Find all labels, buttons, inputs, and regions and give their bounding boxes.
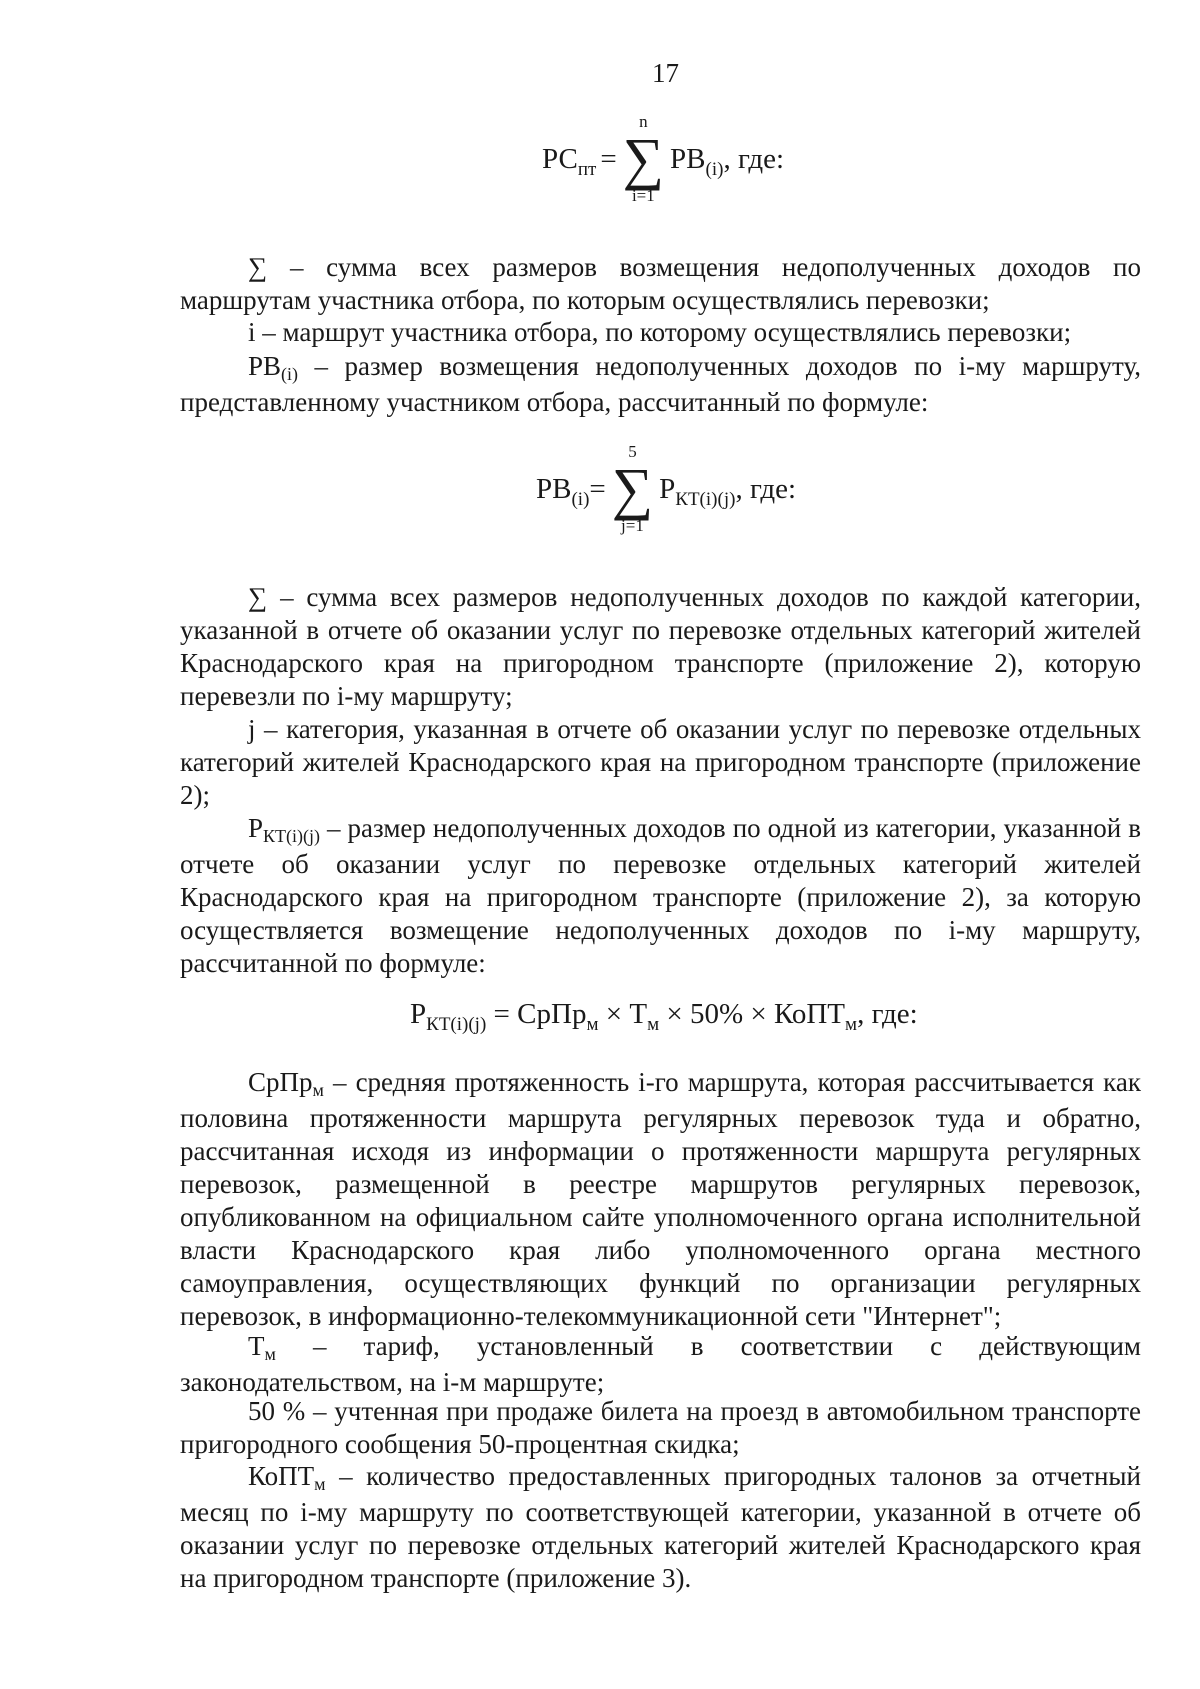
sigma-icon: ∑ <box>622 126 665 191</box>
formula-tail: , где: <box>857 998 918 1030</box>
paragraph-sum-definition: ∑ – сумма всех размеров возмещения недополученных доходов по маршрутам участника отбора, по которым осуществлялись перевозки; <box>180 252 1141 315</box>
formula-lhs: $РС_{пт}$ <box>542 142 597 180</box>
page-number: 17 <box>652 58 679 88</box>
paragraph-tariff-definition: Тм – тариф, установленный в соответствии с действующим законодательством, на i-м маршруте; <box>180 1331 1141 1397</box>
sum-upper-limit: n <box>639 112 648 131</box>
paragraph-label: ∑ <box>248 252 268 282</box>
paragraph-srpr-definition: СрПрм – средняя протяженность i-го маршрута, которая рассчитывается как половина протяженности маршрута регулярных перевозок туда и обратно, рассчитанная исходя из информации о протяженности маршрута регулярных перевозок, размещенной в реестре маршрутов регулярных перевозок, опубликованном на официальном сайте уполномоченного органа исполнительной власти Краснодарского края либо уполномоченного органа местного самоуправления, осуществляющих функций по организации регулярных перевозок, в информационно-телекоммуникационной сети "Интернет"; <box>180 1067 1141 1331</box>
formula-term-srpr: СрПр$_м$ <box>517 998 599 1035</box>
summation <box>623 113 664 205</box>
paragraph-label: СрПрм <box>248 1067 324 1100</box>
sum-lower-limit: j=1 <box>621 516 644 535</box>
paragraph-discount-definition: 50 % – учтенная при продаже билета на проезд в автомобильном транспорте пригородного сообщения 50-процентная скидка; <box>180 1396 1141 1459</box>
sigma-icon: ∑ <box>611 456 654 521</box>
paragraph-sum-categories: ∑ – сумма всех размеров недополученных доходов по каждой категории, указанной в отчете об оказании услуг по перевозке отдельных категорий жителей Краснодарского края на пригородном транспорте (приложение 2), которую перевезли по i-му маршруту; <box>180 582 1141 711</box>
formula-term-kopt: КоПТ$_м$ <box>773 998 858 1035</box>
paragraph-label: ∑ <box>248 582 268 612</box>
paragraph-label: КоПТм <box>248 1461 326 1494</box>
formula-pkt <box>410 998 918 1035</box>
paragraph-label: Тм <box>248 1331 276 1364</box>
paragraph-i-definition: i – маршрут участника отбора, по которому осуществлялись перевозки; <box>248 317 1072 347</box>
paragraph-label: РВ(i) <box>248 351 299 384</box>
formula-lhs: $РВ_{(i)}$ <box>536 472 590 510</box>
formula-rs-pt <box>542 113 784 205</box>
sum-upper-limit: 5 <box>628 442 637 461</box>
summation <box>612 443 653 535</box>
paragraph-j-definition: j – категория, указанная в отчете об оказании услуг по перевозке отдельных категорий жителей Краснодарского края на пригородном транспорте (приложение 2); <box>180 714 1141 810</box>
paragraph-pkt-definition: РКТ(i)(j) – размер недополученных доходов по одной из категории, указанной в отчете об оказании услуг по перевозке отдельных категорий жителей Краснодарского края на пригородном транспорте (приложение 2), за которую осуществляется возмещение недополученных доходов по i-му маршруту, рассчитанной по формуле: <box>180 813 1141 978</box>
paragraph-kopt-definition: КоПТм – количество предоставленных пригородных талонов за отчетный месяц по i-му маршруту по соответствующей категории, указанной в отчете об оказании услуг по перевозке отдельных категорий жителей Краснодарского края на пригородном транспорте (приложение 3). <box>180 1461 1141 1593</box>
paragraph-rv-definition: РВ(i) – размер возмещения недополученных доходов по i-му маршруту, представленному участником отбора, рассчитанный по формуле: <box>180 351 1141 417</box>
formula-multiply-discount: × 50% × <box>659 998 774 1030</box>
formula-term-t: $Т_м$ <box>629 998 660 1035</box>
formula-tail: , где: <box>735 472 797 505</box>
formula-rv-i <box>536 443 796 535</box>
formula-equals: = <box>600 142 617 175</box>
paragraph-label: РКТ(i)(j) <box>248 813 321 846</box>
formula-equals: = <box>486 998 518 1030</box>
formula-term: $РВ_{(i)}$ <box>670 142 724 180</box>
formula-multiply: × <box>598 998 630 1030</box>
formula-tail: , где: <box>723 142 785 175</box>
formula-equals: = <box>589 472 606 505</box>
formula-term: $Р_{КТ(i)(j)}$ <box>659 472 736 510</box>
formula-lhs: $Р_{КТ(i)(j)}$ <box>410 998 487 1035</box>
sum-lower-limit: i=1 <box>631 186 655 205</box>
